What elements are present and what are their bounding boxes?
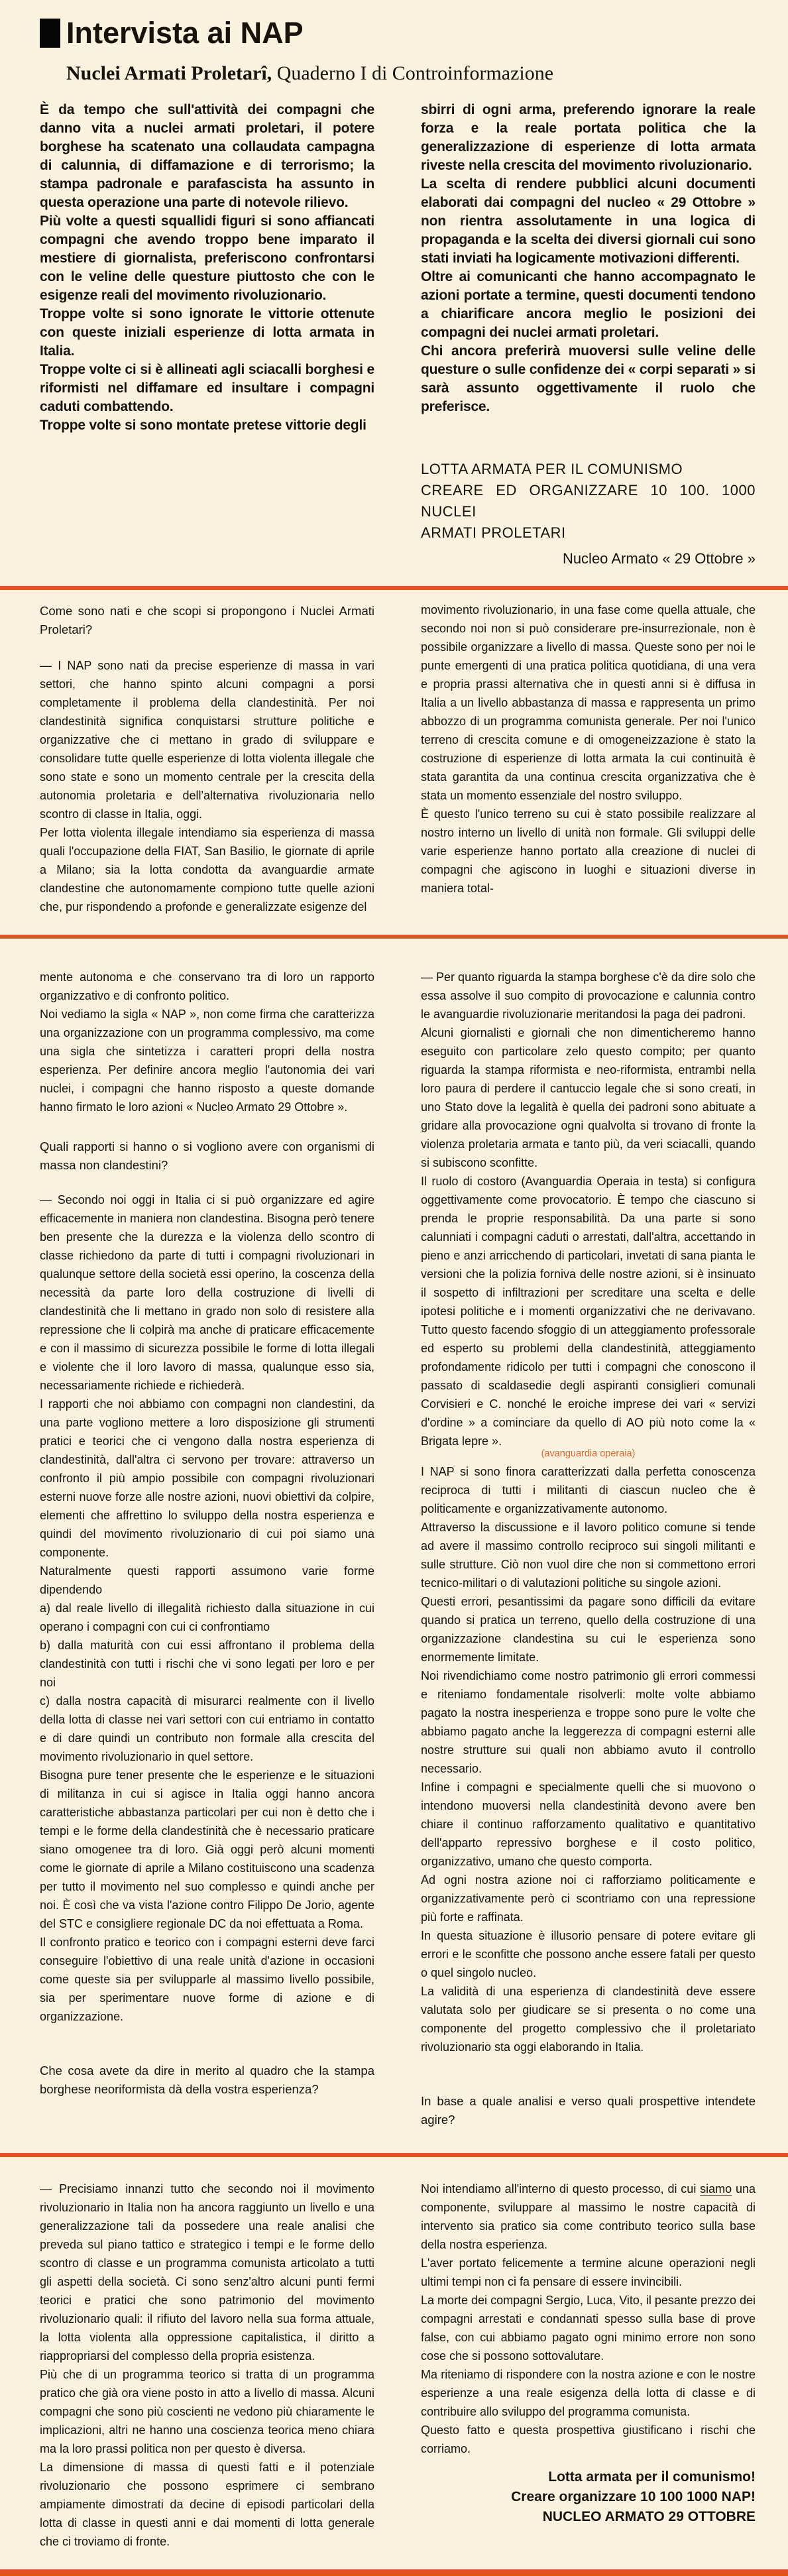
paragraph: movimento rivoluzionario, in una fase come quella attuale, che secondo noi non si può considerare pre-insurrezionale, non è possibile organizzare a livello di massa. Queste sono per noi le punte emergenti di una pratica politica quotidiana, di una vera e propria prassi alternativa che in questi anni si è diffusa in Italia a un livello abbastanza di massa e rappresenta un primo abbozzo di un programma comunista generale. Per noi l'unico terreno di crescita comune e di omogeneizzazione è stato la costruzione di esperienze di lotta armata la cui continuità è stata garantita da una continua crescita organizzativa che è stata un momento essenziale del nostro sviluppo. — [421, 603, 756, 802]
paragraph: Il ruolo di costoro (Avanguardia Operaia in testa) si configura oggettivamente come provocatorio. È tempo che ciascuno si prenda le proprie responsabilità. Da una parte si sono calunniati i compagni caduti o arrestati, dall'altra, accettando in pieno e anzi arricchendo di particolari, invetati di sana pianta le versioni che la polizia forniva delle nostre azioni, si è insinuato il sospetto di infiltrazioni per screditare una scelta e delle ipotesi politiche e i momenti organizzativi che ne derivavano. Tutto questo facendo sfoggio di un atteggiamento professorale ed esperto su problemi della clandestinità, atteggiamento profondamente ridicolo per tutti i compagni che conoscono il passato di scaldasedie degli aspiranti consiglieri comunali Corvisieri e C. nonché le eroiche imprese dei vari « servizi d'ordine » a cominciare da quello di AO più noto come la « Brigata lepre ». — [421, 1175, 756, 1448]
slogan-line: ARMATI PROLETARI — [421, 524, 566, 541]
paragraph: Noi rivendichiamo come nostro patrimonio gli errori commessi e riteniamo fondamentale risolverli: molte volte abbiamo pagato la nostra inesperienza e troppe sono pure le volte che abbiamo pagato anche la leggerezza di compagni esterni alle nostre strutture sui quali non abbiamo avuto il controllo necessario. — [421, 1669, 756, 1775]
paragraph: — I NAP sono nati da precise esperienze di massa in vari settori, che hanno spinto alcuni compagni a porsi completamente il problema della clandestinità. Per noi clandestinità significa conquistarsi strutture politiche e organizzative che ci mettano in grado di sviluppare e consolidare tutte quelle esperienze di lotta violenta illegale che sono state e sono un momento centrale per la crescita della autonomia proletaria e dell'alternativa rivoluzionaria nello scontro di classe in Italia, oggi. — [40, 659, 374, 821]
intro-section — [0, 101, 788, 569]
paragraph: Più volte a questi squallidi figuri si sono affiancati compagni che avendo troppo bene imparato il mestiere di giornalista, preferiscono confrontarsi con le veline delle questure piuttosto che con le esigenze reali del movimento rivoluzionario. — [40, 213, 374, 303]
interview-question-1: Come sono nati e che scopi si propongono i Nuclei Armati Proletari? — [40, 604, 374, 636]
paragraph: Alcuni giornalisti e giornali che non dimenticheremo hanno eseguito con particolare zelo questo compito; per quanto riguarda la stampa riformista e neo-riformista, entrambi nella loro paura di perdere il cantuccio legale che si sono creati, in uno Stato dove la legalità è quella dei padroni sono abituate a gridare alla provocazione ogni qualvolta si trovano di fronte la violenza proletaria armata e tanto più, da veri sciacalli, quando si subiscono sconfitte. — [421, 1026, 756, 1169]
slogan-line: CREARE ED ORGANIZZARE 10 100. 1000 NUCLEI — [421, 482, 756, 520]
title-row — [40, 17, 759, 49]
paragraph: Troppe volte si sono montate pretese vittorie degli — [40, 418, 366, 433]
paragraph: mente autonoma e che conservano tra di loro un rapporto organizzativo e di confronto politico. — [40, 970, 374, 1002]
subtitle-rest: Quaderno I di Controinformazione — [272, 62, 554, 84]
qa1-right-column — [421, 601, 756, 916]
paragraph: Ma riteniamo di rispondere con la nostra azione e con le nostre esperienze a una reale esigenza della lotta di classe e di contribuire allo sviluppo del programma comunista. — [421, 2368, 756, 2418]
paragraph: — Per quanto riguarda la stampa borghese c'è da dire solo che essa assolve il suo compito di provocazione e calunnia contro le avanguardie rivoluzionarie meritandosi la paga dei padroni. — [421, 970, 756, 1021]
paragraph: Questi errori, pesantissimi da pagare sono difficili da evitare quando si pratica un terreno, quello della costruzione di una organizzazione clandestina su cui le esperienza sono enormemente limitate. — [421, 1595, 756, 1664]
qa2-left-column — [40, 968, 374, 2129]
qa3-answer-part2 — [421, 1462, 756, 2056]
paragraph: Chi ancora preferirà muoversi sulle veline delle questure o sulle confidenze dei « corpi separati » si sarà assunto oggettivamente il ruolo che preferisce. — [421, 343, 756, 414]
closing-slogan-line: Lotta armata per il comunismo! — [548, 2469, 756, 2485]
interview-question-4: In base a quale analisi e verso quali prospettive intendete agire? — [421, 2094, 756, 2127]
paragraph: Bisogna pure tener presente che le esperienze e le situazioni di militanza in cui si agisce in Italia oggi hanno ancora caratteristiche abbastanza particolari per cui non è detto che i tempi e le forme della clandestinità che è necessario praticare siano omogenee tra di loro. Già oggi però alcuni momenti come le giornate di aprile a Milano costituiscono una scadenza per tutto il movimento nel suo complesso e quindi anche per noi. È così che va vista l'azione contro Filippo De Jorio, agente del STC e consigliere regionale DC da noi effettuata a Roma. — [40, 1769, 374, 1930]
qa4-section — [0, 2157, 788, 2569]
paragraph: La validità di una esperienza di clandestinità deve essere valutata solo per giudicare se si presenta o no come una componente del progetto complessivo che il proletariato rivoluzionario sta oggi elaborando in Italia. — [421, 1985, 756, 2054]
paragraph: In questa situazione è illusorio pensare di potere evitare gli errori e le sconfitte che possono anche essere fatali per questo o quel singolo nucleo. — [421, 1929, 756, 1979]
qa3-answer-part1 — [421, 968, 756, 1450]
subtitle — [66, 62, 759, 85]
intro-right-paragraphs — [421, 101, 756, 416]
paragraph: Infine i compagni e specialmente quelli che si muovono o intendono muoversi nella clandestinità devono avere ben chiare il continuo rafforzamento qualitativo e quantitativo dell'apparto repressivo borghese e il costo politico, organizzativo, umano che questo comporta. — [421, 1781, 756, 1868]
paragraph: sbirri di ogni arma, preferendo ignorare la reale forza e la reale portata politica che la generalizzazione di esperienze di lotta armata riveste nella crescita del movimento rivoluzionario. — [421, 102, 756, 173]
page-header — [0, 17, 788, 85]
qa3-right-column — [421, 968, 756, 2129]
qa1-answer-continuation — [40, 968, 374, 1116]
paragraph: Attraverso la discussione e il lavoro politico comune si tende ad avere il massimo controllo reciproco sui singoli militanti e sulle strutture. Ciò non vuol dire che non si commettono errori tecnico-militari o di valutazioni politiche su singole azioni. — [421, 1521, 756, 1590]
paragraph: — Precisiamo innanzi tutto che secondo noi il movimento rivoluzionario in Italia non ha ancora raggiunto un livello e una generalizzazione tali da possedere una reale analisi che preveda sul piano tattico e strategico i tempi e le forme dello scontro di classe e un programma comunista articolato a tutti gli aspetti della società. Ci sono senz'altro alcuni punti fermi teorici e pratici che sono patrimonio del movimento rivoluzionario quali: il rifiuto del lavoro nella sua forma attuale, la lotta violenta alla oppressione capitalistica, il diritto a riappropriarsi del complesso della propria esistenza. — [40, 2182, 374, 2363]
qa1-section — [0, 590, 788, 935]
paragraph: L'aver portato felicemente a termine alcune operazioni negli ultimi tempi non ci fa pensare di essere invincibili. — [421, 2256, 756, 2288]
qa4-answer-right-rest — [421, 2254, 756, 2458]
paragraph: a) dal reale livello di illegalità richiesto dalla situazione in cui operano i compagni con cui ci confrontiamo — [40, 1602, 374, 1633]
intro-right-column — [421, 101, 756, 569]
closing-slogan-line: Creare organizzare 10 100 1000 NAP! — [511, 2489, 756, 2504]
paragraph: È da tempo che sull'attività dei compagni che danno vita a nuclei armati proletari, il potere borghese ha scatenato una collaudata campagna di calunnia, di diffamazione e di terrorismo; la stampa padronale e parafascista ha assunto in questa operazione una parte di notevole rilievo. — [40, 102, 374, 210]
closing-slogan-line: NUCLEO ARMATO 29 OTTOBRE — [542, 2509, 756, 2524]
paragraph: Ad ogni nostra azione noi ci rafforziamo politicamente e organizzativamente però ci scontriamo con una repressione più forte e raffinata. — [421, 1873, 756, 1924]
paragraph: È questo l'unico terreno su cui è stato possibile realizzare al nostro interno un livello di unità non formale. Gli sviluppi delle varie esperienze hanno portato alla creazione di nuclei di compagni che agiscono in luoghi e situazioni diverse in maniera total- — [421, 807, 756, 895]
closing-slogan-block — [421, 2467, 756, 2527]
slogan-lines — [421, 459, 756, 544]
paragraph: Il confronto pratico e teorico con i compagni esterni deve farci conseguire l'obiettivo di una reale unità d'azione in occasioni come queste sia per svilupparle al massimo livello possibile, sia per sperimentare nuove forme di azione e di organizzazione. — [40, 1936, 374, 2023]
interview-question-3: Che cosa avete da dire in merito al quadro che la stampa borghese neoriformista dà della vostra esperienza? — [40, 2064, 374, 2096]
qa4-right-column — [421, 2180, 756, 2551]
paragraph: c) dalla nostra capacità di misurarci realmente con il livello della lotta di classe nei vari settori con cui entriamo in contatto e di dare quindi un contributo non formale alla crescita del movimento rivoluzionario in quel settore. — [40, 1694, 374, 1763]
paragraph: I NAP si sono finora caratterizzati dalla perfetta conoscenza reciproca di tutti i militanti di ciascun nucleo che è politicamente e organizzativamente autonomo. — [421, 1465, 756, 1515]
qa2-answer — [40, 1191, 374, 2026]
intro-left-column — [40, 101, 374, 569]
qa4-right-first-underlined: siamo — [700, 2182, 732, 2195]
paragraph: b) dalla maturità con cui essi affrontano il problema della clandestinità con tutti i rischi che vi sono legati per loro e per noi — [40, 1639, 374, 1689]
paragraph: La morte dei compagni Sergio, Luca, Vito, il pesante prezzo dei compagni arrestati e condannati spesso sulla base di prove false, con cui abbiamo pagato ogni minimo errore non sono cose che si possono sottovalutare. — [421, 2294, 756, 2363]
qa1-left-column — [40, 601, 374, 916]
qa4-left-column — [40, 2180, 374, 2551]
slogan-signature: Nucleo Armato « 29 Ottobre » — [562, 550, 756, 567]
paragraph: Naturalmente questi rapporti assumono varie forme dipendendo — [40, 1564, 374, 1596]
bottom-edge-rule — [0, 2569, 788, 2576]
qa1-answer-left — [40, 656, 374, 916]
paragraph: I rapporti che noi abbiamo con compagni non clandestini, da una parte vogliono mettere a loro disposizione gli strumenti pratici e teorici che ci vengono dalla nostra esperienza di clandestinità, dall'altra ci servono per trovare: attraverso un confronto il più ampio possibile con compagni rivoluzionari esterni nuove forze alle nostre azioni, nuovi obiettivi da colpire, elementi che affrettino lo sviluppo della nostra esperienza e quindi del movimento rivoluzionario di cui poi siamo una componente. — [40, 1397, 374, 1559]
qa2-qa3-section — [0, 939, 788, 2153]
paragraph: Noi vediamo la sigla « NAP », non come firma che caratterizza una organizzazione con un programma complessivo, ma come una sigla che sintetizza i caratteri propri della nostra esperienza. Per definire ancora meglio l'autonomia dei vari nuclei, i compagni che hanno risposto a queste domande hanno firmato le loro azioni « Nucleo Armato 29 Ottobre ». — [40, 1008, 374, 1114]
paragraph: Per lotta violenta illegale intendiamo sia esperienza di massa quali l'occupazione della FIAT, San Basilio, le giornate di aprile a Milano; sia la lotta condotta da avanguardie armate clandestine che autonomamente compiono tutte quelle azioni che, pur rispondendo a profonde e generalizzate esigenze del — [40, 826, 374, 913]
title-bullet-square — [40, 19, 60, 48]
qa4-right-first-pre: Noi intendiamo all'interno di questo processo, di cui — [421, 2182, 701, 2195]
subtitle-source: Nuclei Armati Proletarî, — [66, 62, 272, 84]
slogan-block — [421, 459, 756, 569]
paragraph: Troppe volte ci si è allineati agli sciacalli borghesi e riformisti nel diffamare ed insultare i compagni caduti combattendo. — [40, 362, 374, 414]
annotation-avanguardia-operaia: (avanguardia operaia) — [541, 1448, 636, 1459]
paragraph: La scelta di rendere pubblici alcuni documenti elaborati dai compagni del nucleo « 29 Ottobre » non rientra assolutamente in una logica di propaganda e la scelta dei diversi giornali cui sono stati inviati ha logicamente motivazioni differenti. — [421, 176, 756, 266]
paragraph: Questo fatto e questa prospettiva giustificano i rischi che corriamo. — [421, 2424, 756, 2455]
paragraph: La dimensione di massa di questi fatti e il potenziale rivoluzionario che possono esprimere ci sembrano ampiamente dimostrati da decine di episodi particolari della lotta di classe in questi anni e dai momenti di lotta generale che ci troviamo di fronte. — [40, 2461, 374, 2548]
interview-question-2: Quali rapporti si hanno o si vogliono avere con organismi di massa non clandestini? — [40, 1140, 374, 1172]
paragraph: Più che di un programma teorico si tratta di un programma pratico che già ora viene posto in atto a livello di massa. Alcuni compagni che sono più coscienti ne vedono più chiaramente le implicazioni, altri ne hanno una coscienza teorica meno chiara ma la loro prassi politica non per questo è diversa. — [40, 2368, 374, 2455]
paragraph: Troppe volte si sono ignorate le vittorie ottenute con queste iniziali esperienze di lotta armata in Italia. — [40, 306, 374, 359]
slogan-line: LOTTA ARMATA PER IL COMUNISMO — [421, 461, 683, 477]
paragraph: — Secondo noi oggi in Italia ci si può organizzare ed agire efficacemente in maniera non clandestina. Bisogna però tenere ben presente che la durezza e la violenza dello scontro di classe richiedono da parte di tutti i compagni rivoluzionari in qualunque settore della società essi operino, la coscenza della necessità da parte loro della costruzione di livelli di clandestinità che li mettano in grado non solo di resistere alla repressione che li colpirà ma anche di praticare efficacemente e con il massimo di sicurezza possibile le forme di lotta illegali e violente che il loro lavoro di massa, qualunque esso sia, necessariamente richiede e richiederà. — [40, 1193, 374, 1392]
paragraph: Oltre ai comunicanti che hanno accompagnato le azioni portate a termine, questi documenti tendono a chiarificare ancora meglio le posizioni dei compagni dei nuclei armati proletari. — [421, 269, 756, 340]
qa4-right-first-post: una componente, sviluppare al massimo le nostre capacità di intervento sia pratico sia come contributo teorico sulla base della nostra esperienza. — [421, 2182, 756, 2251]
page-title: Intervista ai NAP — [66, 16, 304, 50]
paragraph — [421, 2180, 756, 2254]
